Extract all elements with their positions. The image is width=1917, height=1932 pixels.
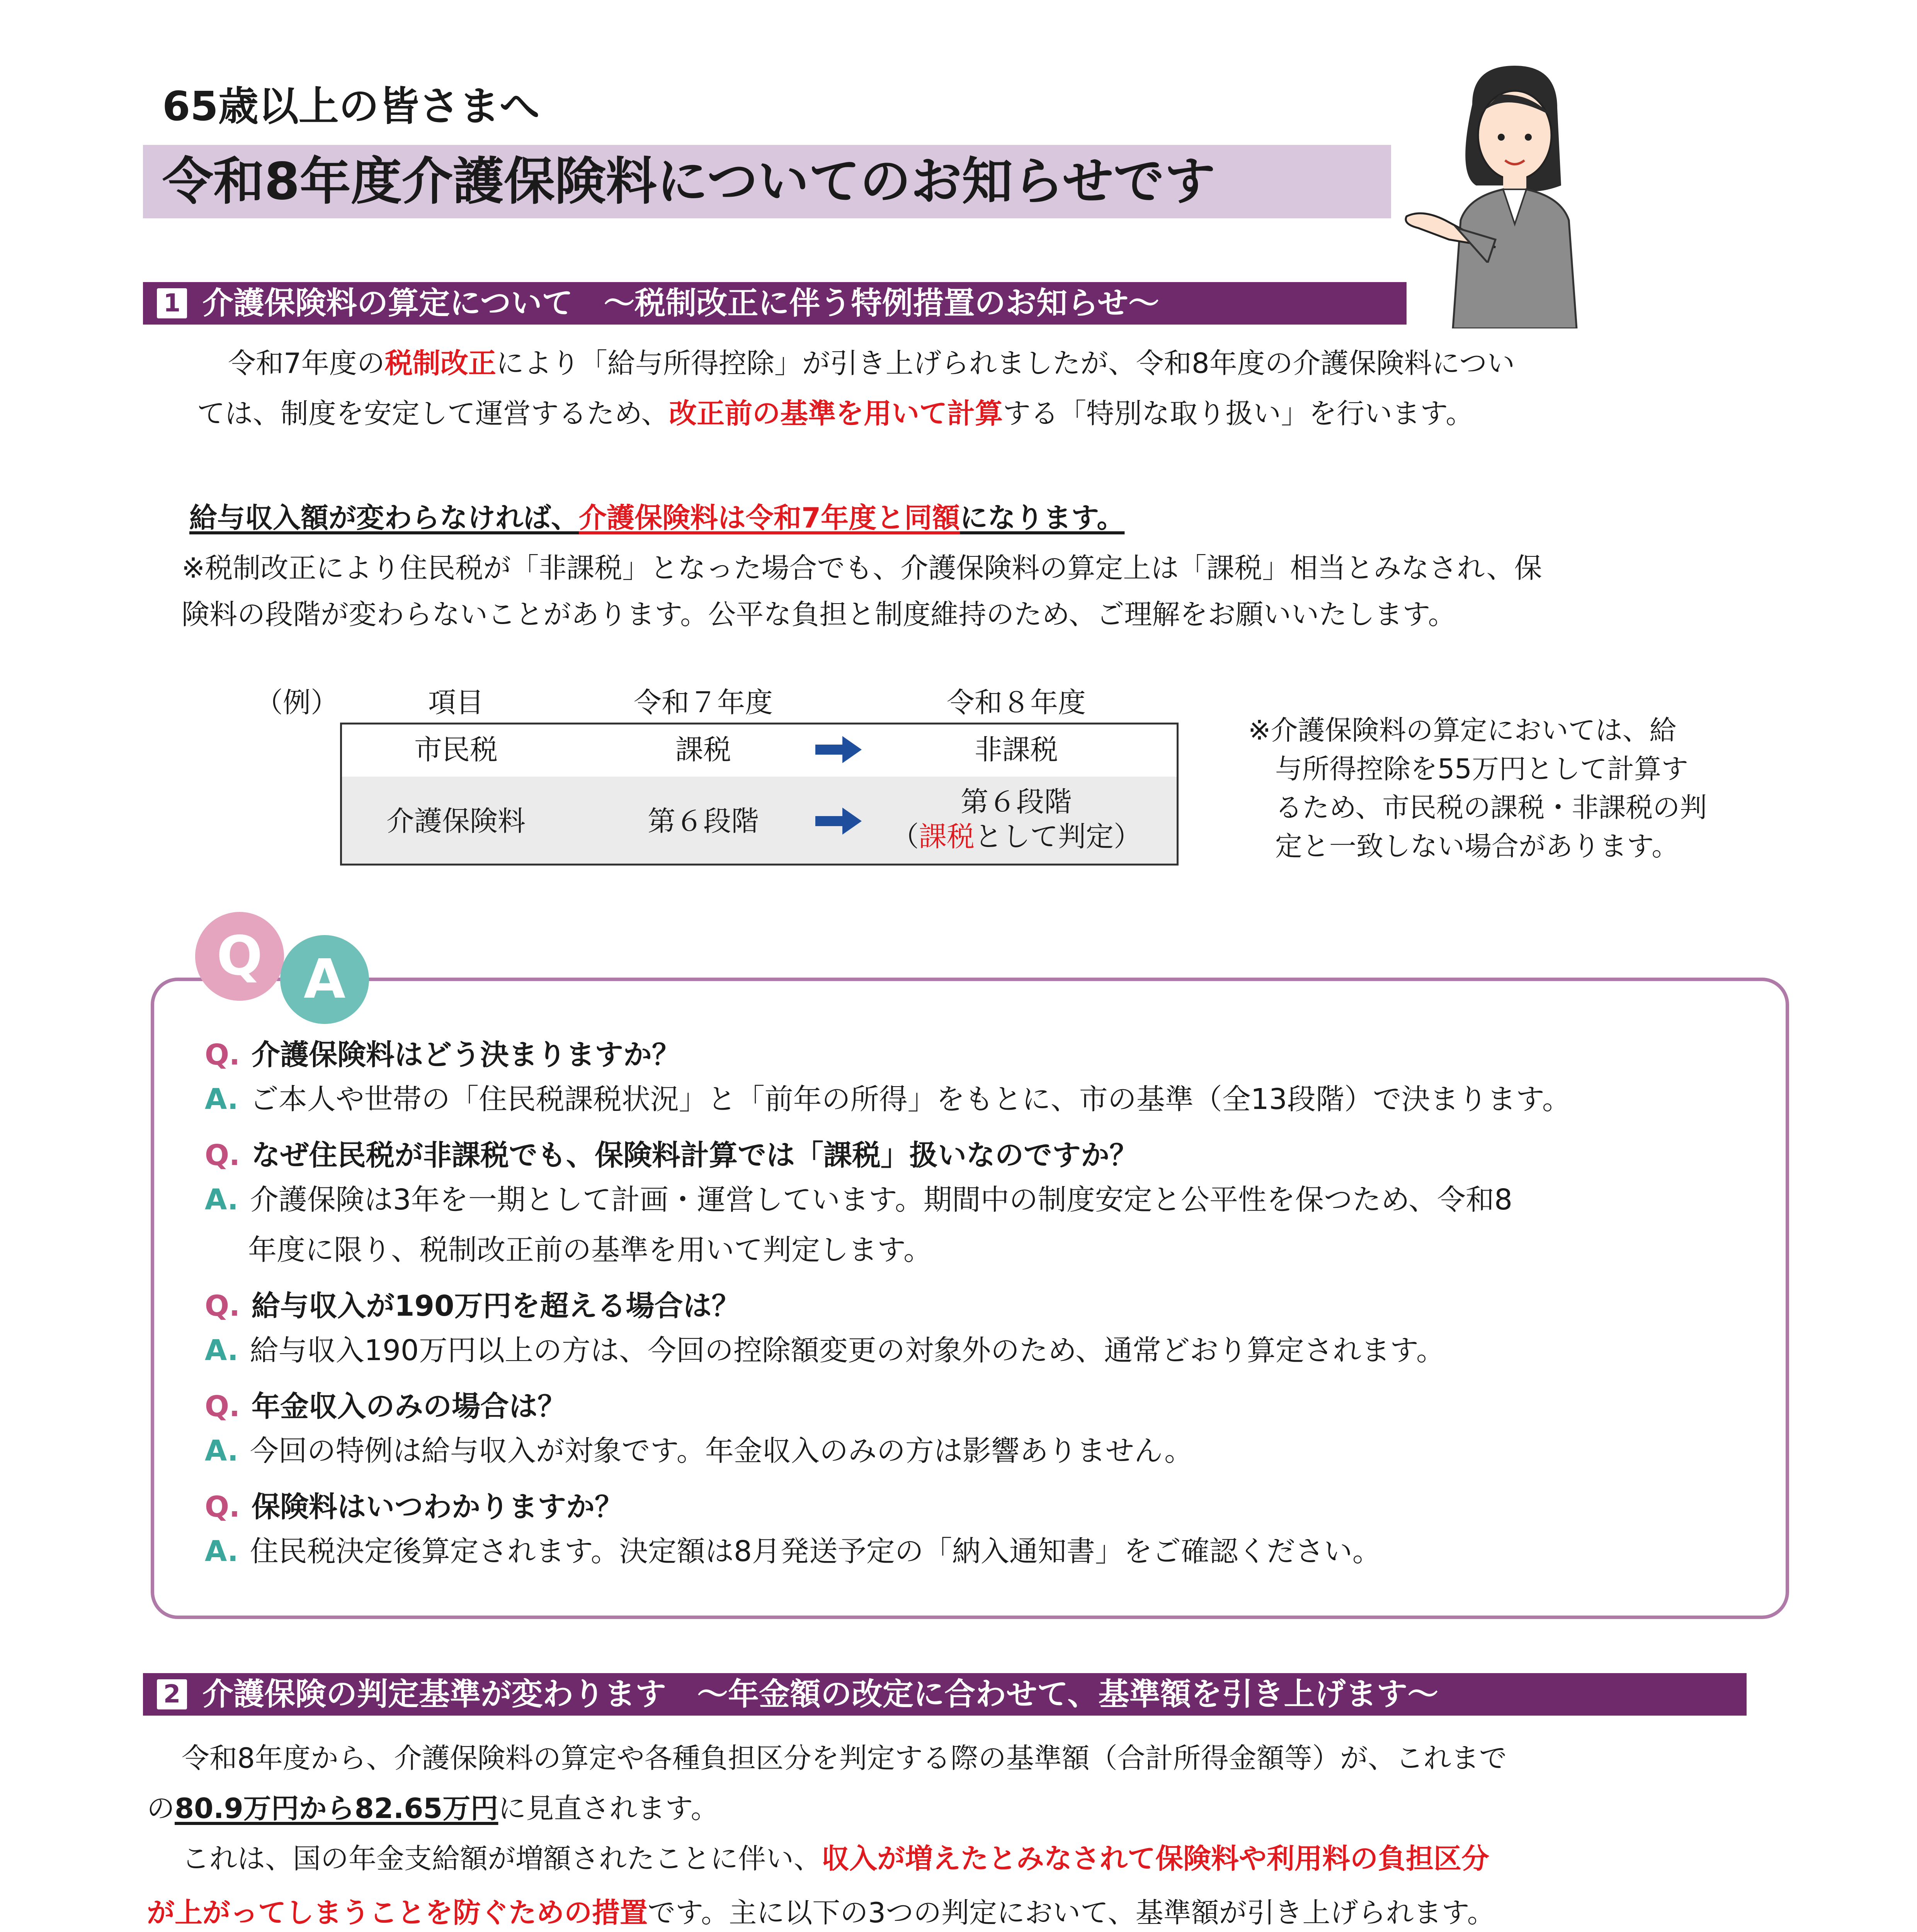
qa-list bbox=[205, 1036, 1571, 1577]
table-cell-r8-line2 bbox=[889, 819, 1144, 854]
text-emphasis: 介護保険料は令和7年度と同額 bbox=[579, 502, 960, 534]
q-mark: Q. bbox=[205, 1139, 240, 1172]
text-run: （ bbox=[891, 820, 919, 853]
a-mark: A. bbox=[205, 1183, 238, 1216]
section2-heading-text: 介護保険の判定基準が変わります ～年金額の改定に合わせて、基準額を引き上げます～ bbox=[202, 1676, 1439, 1712]
text-emphasis: 税制改正 bbox=[384, 347, 496, 379]
page-title: 令和8年度介護保険料についてのお知らせです bbox=[162, 152, 1216, 211]
section1-note-line1: ※税制改正により住民税が「非課税」となった場合でも、介護保険料の算定上は「課税」相当とみなされ、保 bbox=[182, 552, 1542, 584]
text-run: として判定） bbox=[975, 820, 1142, 853]
a-mark: A. bbox=[205, 1535, 238, 1568]
qa-answer bbox=[205, 1426, 1571, 1476]
section2-para2-line1 bbox=[182, 1835, 1489, 1882]
q-mark: Q. bbox=[205, 1490, 240, 1524]
qa-answer-cont: 年度に限り、税制改正前の基準を用いて判定します。 bbox=[248, 1233, 932, 1267]
section1-heading bbox=[143, 282, 1407, 325]
text-run: です。主に以下の3つの判定において、基準額が引き上げられます。 bbox=[648, 1896, 1495, 1929]
section2-heading bbox=[143, 1673, 1747, 1716]
example-label: （例） bbox=[255, 686, 339, 719]
qa-answer bbox=[205, 1175, 1571, 1225]
q-mark: Q. bbox=[205, 1390, 240, 1423]
note-line: るため、市民税の課税・非課税の判 bbox=[1275, 792, 1707, 823]
table-cell-r8: 非課税 bbox=[974, 733, 1058, 766]
table-cell-r7: 課税 bbox=[675, 733, 731, 766]
section1-para-line1 bbox=[228, 340, 1515, 386]
qa-answer bbox=[205, 1074, 1571, 1124]
text-run: の bbox=[147, 1792, 175, 1825]
section2-para1-line1: 令和8年度から、介護保険料の算定や各種負担区分を判定する際の基準額（合計所得金額等）が、これまで bbox=[182, 1742, 1507, 1774]
section2-number: 2 bbox=[157, 1679, 187, 1709]
answer-text: 住民税決定後算定されます。決定額は8月発送予定の「納入通知書」をご確認ください。 bbox=[250, 1535, 1381, 1568]
text-emphasis: 改正前の基準を用いて計算 bbox=[669, 397, 1003, 430]
answer-text: 今回の特例は給与収入が対象です。年金収入のみの方は影響ありません。 bbox=[250, 1434, 1193, 1468]
section1-number: 1 bbox=[157, 288, 187, 318]
qa-answer bbox=[205, 1325, 1571, 1376]
table-cell-r8-line1: 第６段階 bbox=[960, 786, 1072, 818]
a-mark: A. bbox=[205, 1334, 238, 1367]
qa-question bbox=[205, 1488, 1571, 1526]
question-text: 介護保険料はどう決まりますか？ bbox=[252, 1038, 681, 1071]
text-run: により「給与所得控除」が引き上げられましたが、令和8年度の介護保険料につい bbox=[496, 347, 1515, 379]
a-mark: A. bbox=[205, 1434, 238, 1468]
text-run: 令和7年度の bbox=[228, 347, 385, 379]
q-mark: Q. bbox=[205, 1289, 240, 1323]
answer-text: 給与収入190万円以上の方は、今回の控除額変更の対象外のため、通常どおり算定されます。 bbox=[250, 1334, 1445, 1367]
text-emphasis: 80.9万円から82.65万円 bbox=[175, 1792, 498, 1825]
qa-question bbox=[205, 1036, 1571, 1074]
page-subtitle: 65歳以上の皆さまへ bbox=[162, 83, 540, 130]
q-mark: Q. bbox=[205, 1038, 240, 1071]
table-cell-r7: 第６段階 bbox=[647, 805, 759, 837]
section1-heading-text: 介護保険料の算定について ～税制改正に伴う特例措置のお知らせ～ bbox=[202, 285, 1159, 321]
question-text: なぜ住民税が非課税でも、保険料計算では「課税」扱いなのですか？ bbox=[252, 1139, 1138, 1172]
text-emphasis: 課税 bbox=[919, 820, 975, 853]
q-badge: Q bbox=[195, 912, 284, 1001]
section1-note-line2: 険料の段階が変わらないことがあります。公平な負担と制度維持のため、ご理解をお願いいたします。 bbox=[182, 598, 1456, 631]
question-text: 給与収入が190万円を超える場合は？ bbox=[252, 1289, 740, 1323]
text-run: に見直されます。 bbox=[498, 1792, 719, 1825]
text-emphasis: 収入が増えたとみなされて保険料や利用料の負担区分 bbox=[822, 1842, 1490, 1875]
note-line: 定と一致しない場合があります。 bbox=[1275, 830, 1679, 862]
arrow-right-icon bbox=[815, 736, 862, 763]
answer-text: 介護保険は3年を一期として計画・運営しています。期間中の制度安定と公平性を保つため、令和8 bbox=[250, 1183, 1513, 1216]
arrow-right-icon bbox=[815, 808, 862, 835]
qa-question bbox=[205, 1387, 1571, 1426]
presenting-hand bbox=[1399, 185, 1499, 263]
note-line: 与所得控除を55万円として計算す bbox=[1275, 753, 1689, 785]
table-header-r8: 令和８年度 bbox=[946, 686, 1086, 719]
qa-answer bbox=[205, 1526, 1571, 1577]
table-header-item: 項目 bbox=[428, 686, 484, 719]
section1-emphasis-line bbox=[189, 495, 1124, 541]
a-mark: A. bbox=[205, 1083, 238, 1116]
text-run: になります。 bbox=[960, 502, 1125, 534]
answer-text: ご本人や世帯の「住民税課税状況」と「前年の所得」をもとに、市の基準（全13段階）で決まります。 bbox=[250, 1083, 1571, 1116]
face-shape bbox=[1478, 91, 1551, 180]
text-run: する「特別な取り扱い」を行います。 bbox=[1003, 397, 1474, 430]
question-text: 年金収入のみの場合は？ bbox=[252, 1390, 566, 1423]
note-line: ※介護保険料の算定においては、給 bbox=[1248, 714, 1677, 746]
example-side-note bbox=[1248, 711, 1707, 866]
question-text: 保険料はいつわかりますか？ bbox=[252, 1490, 624, 1524]
qa-question bbox=[205, 1287, 1571, 1325]
text-run: ては、制度を安定して運営するため、 bbox=[197, 397, 669, 430]
section1-para-line2 bbox=[197, 390, 1473, 437]
text-emphasis: が上がってしまうことを防ぐための措置 bbox=[147, 1896, 648, 1929]
text-run: 給与収入額が変わらなければ、 bbox=[189, 502, 579, 534]
eye-right bbox=[1525, 134, 1532, 141]
text-run: これは、国の年金支給額が増額されたことに伴い、 bbox=[182, 1842, 822, 1875]
table-cell-item: 介護保険料 bbox=[386, 805, 526, 837]
a-badge: A bbox=[280, 935, 369, 1024]
section2-para2-line2 bbox=[147, 1889, 1495, 1932]
table-header-r7: 令和７年度 bbox=[633, 686, 773, 719]
qa-question bbox=[205, 1136, 1571, 1175]
eye-left bbox=[1498, 134, 1505, 141]
section2-para1-line2 bbox=[147, 1785, 719, 1832]
table-cell-item: 市民税 bbox=[414, 733, 498, 766]
